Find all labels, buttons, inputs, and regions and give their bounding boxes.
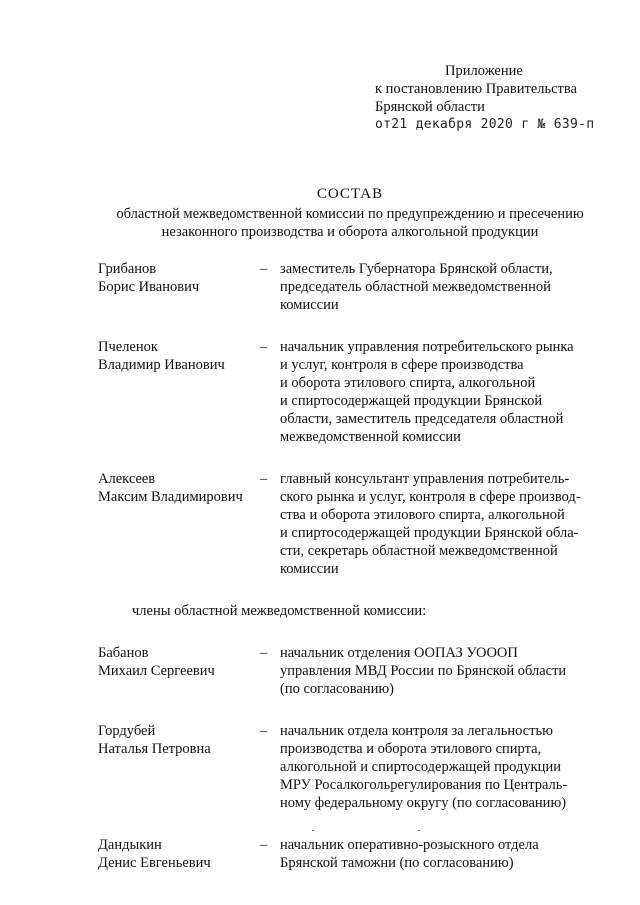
member-role [280,470,600,578]
member-name [98,722,260,812]
member-given-name: Борис Иванович [98,279,200,295]
member-dash: – [260,837,268,853]
member-row [98,338,608,446]
role-line: главный консультант управления потребитель- [280,471,570,487]
member-row [98,470,608,578]
role-line: комиссии [280,297,339,313]
role-line: председатель областной межведомственной [280,279,551,295]
member-row [98,644,608,698]
role-line: области, заместитель председателя областной [280,411,564,427]
document-title [60,185,640,241]
member-given-name: Денис Евгеньевич [98,855,211,871]
member-row [98,836,608,872]
member-name [98,260,260,314]
role-line: межведомственной комиссии [280,429,461,445]
role-line: начальник оперативно-розыскного отдела [280,837,539,853]
role-line: управления МВД России по Брянской области [280,663,567,679]
member-role [280,836,600,872]
appendix-region: Брянской области [375,99,485,115]
member-name [98,644,260,698]
member-given-name: Михаил Сергеевич [98,663,215,679]
members-section-label: члены областной межведомственной комиссии: [132,603,427,619]
role-line: ского рынка и услуг, контроля в сфере производ- [280,489,581,505]
member-surname: Грибанов [98,261,157,277]
member-role [280,722,600,812]
member-surname: Бабанов [98,645,149,661]
title-line-1: областной межведомственной комиссии по предупреждению и пресечению [116,206,584,222]
member-name [98,836,260,872]
member-row [98,722,608,812]
member-dash: – [260,723,268,739]
member-surname: Пчеленок [98,339,158,355]
role-line: производства и оборота этилового спирта, [280,741,542,757]
member-given-name: Наталья Петровна [98,741,211,757]
role-line: заместитель Губернатора Брянской области, [280,261,553,277]
member-given-name: Максим Владимирович [98,489,243,505]
role-line: Брянской таможни (по согласованию) [280,855,514,871]
role-line: ному федеральному округу (по согласованию) [280,795,567,811]
member-row [98,260,608,314]
member-dash: – [260,261,268,277]
appendix-header [375,62,625,134]
member-role [280,260,600,314]
role-line: начальник отделения ООПАЗ УОООП [280,645,518,661]
title-main: СОСТАВ [316,186,384,202]
member-name [98,338,260,446]
member-role [280,338,600,446]
member-given-name: Владимир Иванович [98,357,225,373]
role-line: и спиртосодержащей продукции Брянской обла- [280,525,579,541]
scan-speck [418,830,420,831]
member-dash: – [260,645,268,661]
appendix-reference: к постановлению Правительства [375,81,577,97]
member-name [98,470,260,578]
role-line: (по согласованию) [280,681,394,697]
member-role [280,644,600,698]
title-line-2: незаконного производства и оборота алкогольной продукции [161,224,539,240]
scan-marks [300,830,430,836]
member-surname: Дандыкин [98,837,162,853]
member-dash: – [260,339,268,355]
member-dash: – [260,471,268,487]
scan-speck [312,830,314,831]
role-line: и спиртосодержащей продукции Брянской [280,393,543,409]
role-line: комиссии [280,561,339,577]
decree-date-number: от21 декабря 2020 г № 639-п [375,117,595,132]
role-line: начальник отдела контроля за легальностью [280,723,553,739]
role-line: МРУ Росалкогольрегулирования по Централь- [280,777,568,793]
role-line: начальник управления потребительского рынка [280,339,574,355]
role-line: и оборота этилового спирта, алкогольной [280,375,536,391]
role-line: ства и оборота этилового спирта, алкогольной [280,507,565,523]
member-surname: Гордубей [98,723,156,739]
member-surname: Алексеев [98,471,156,487]
commission-list [98,260,608,872]
appendix-title: Приложение [445,63,523,79]
role-line: сти, секретарь областной межведомственной [280,543,558,559]
role-line: и услуг, контроля в сфере производства [280,357,524,373]
role-line: алкогольной и спиртосодержащей продукции [280,759,561,775]
